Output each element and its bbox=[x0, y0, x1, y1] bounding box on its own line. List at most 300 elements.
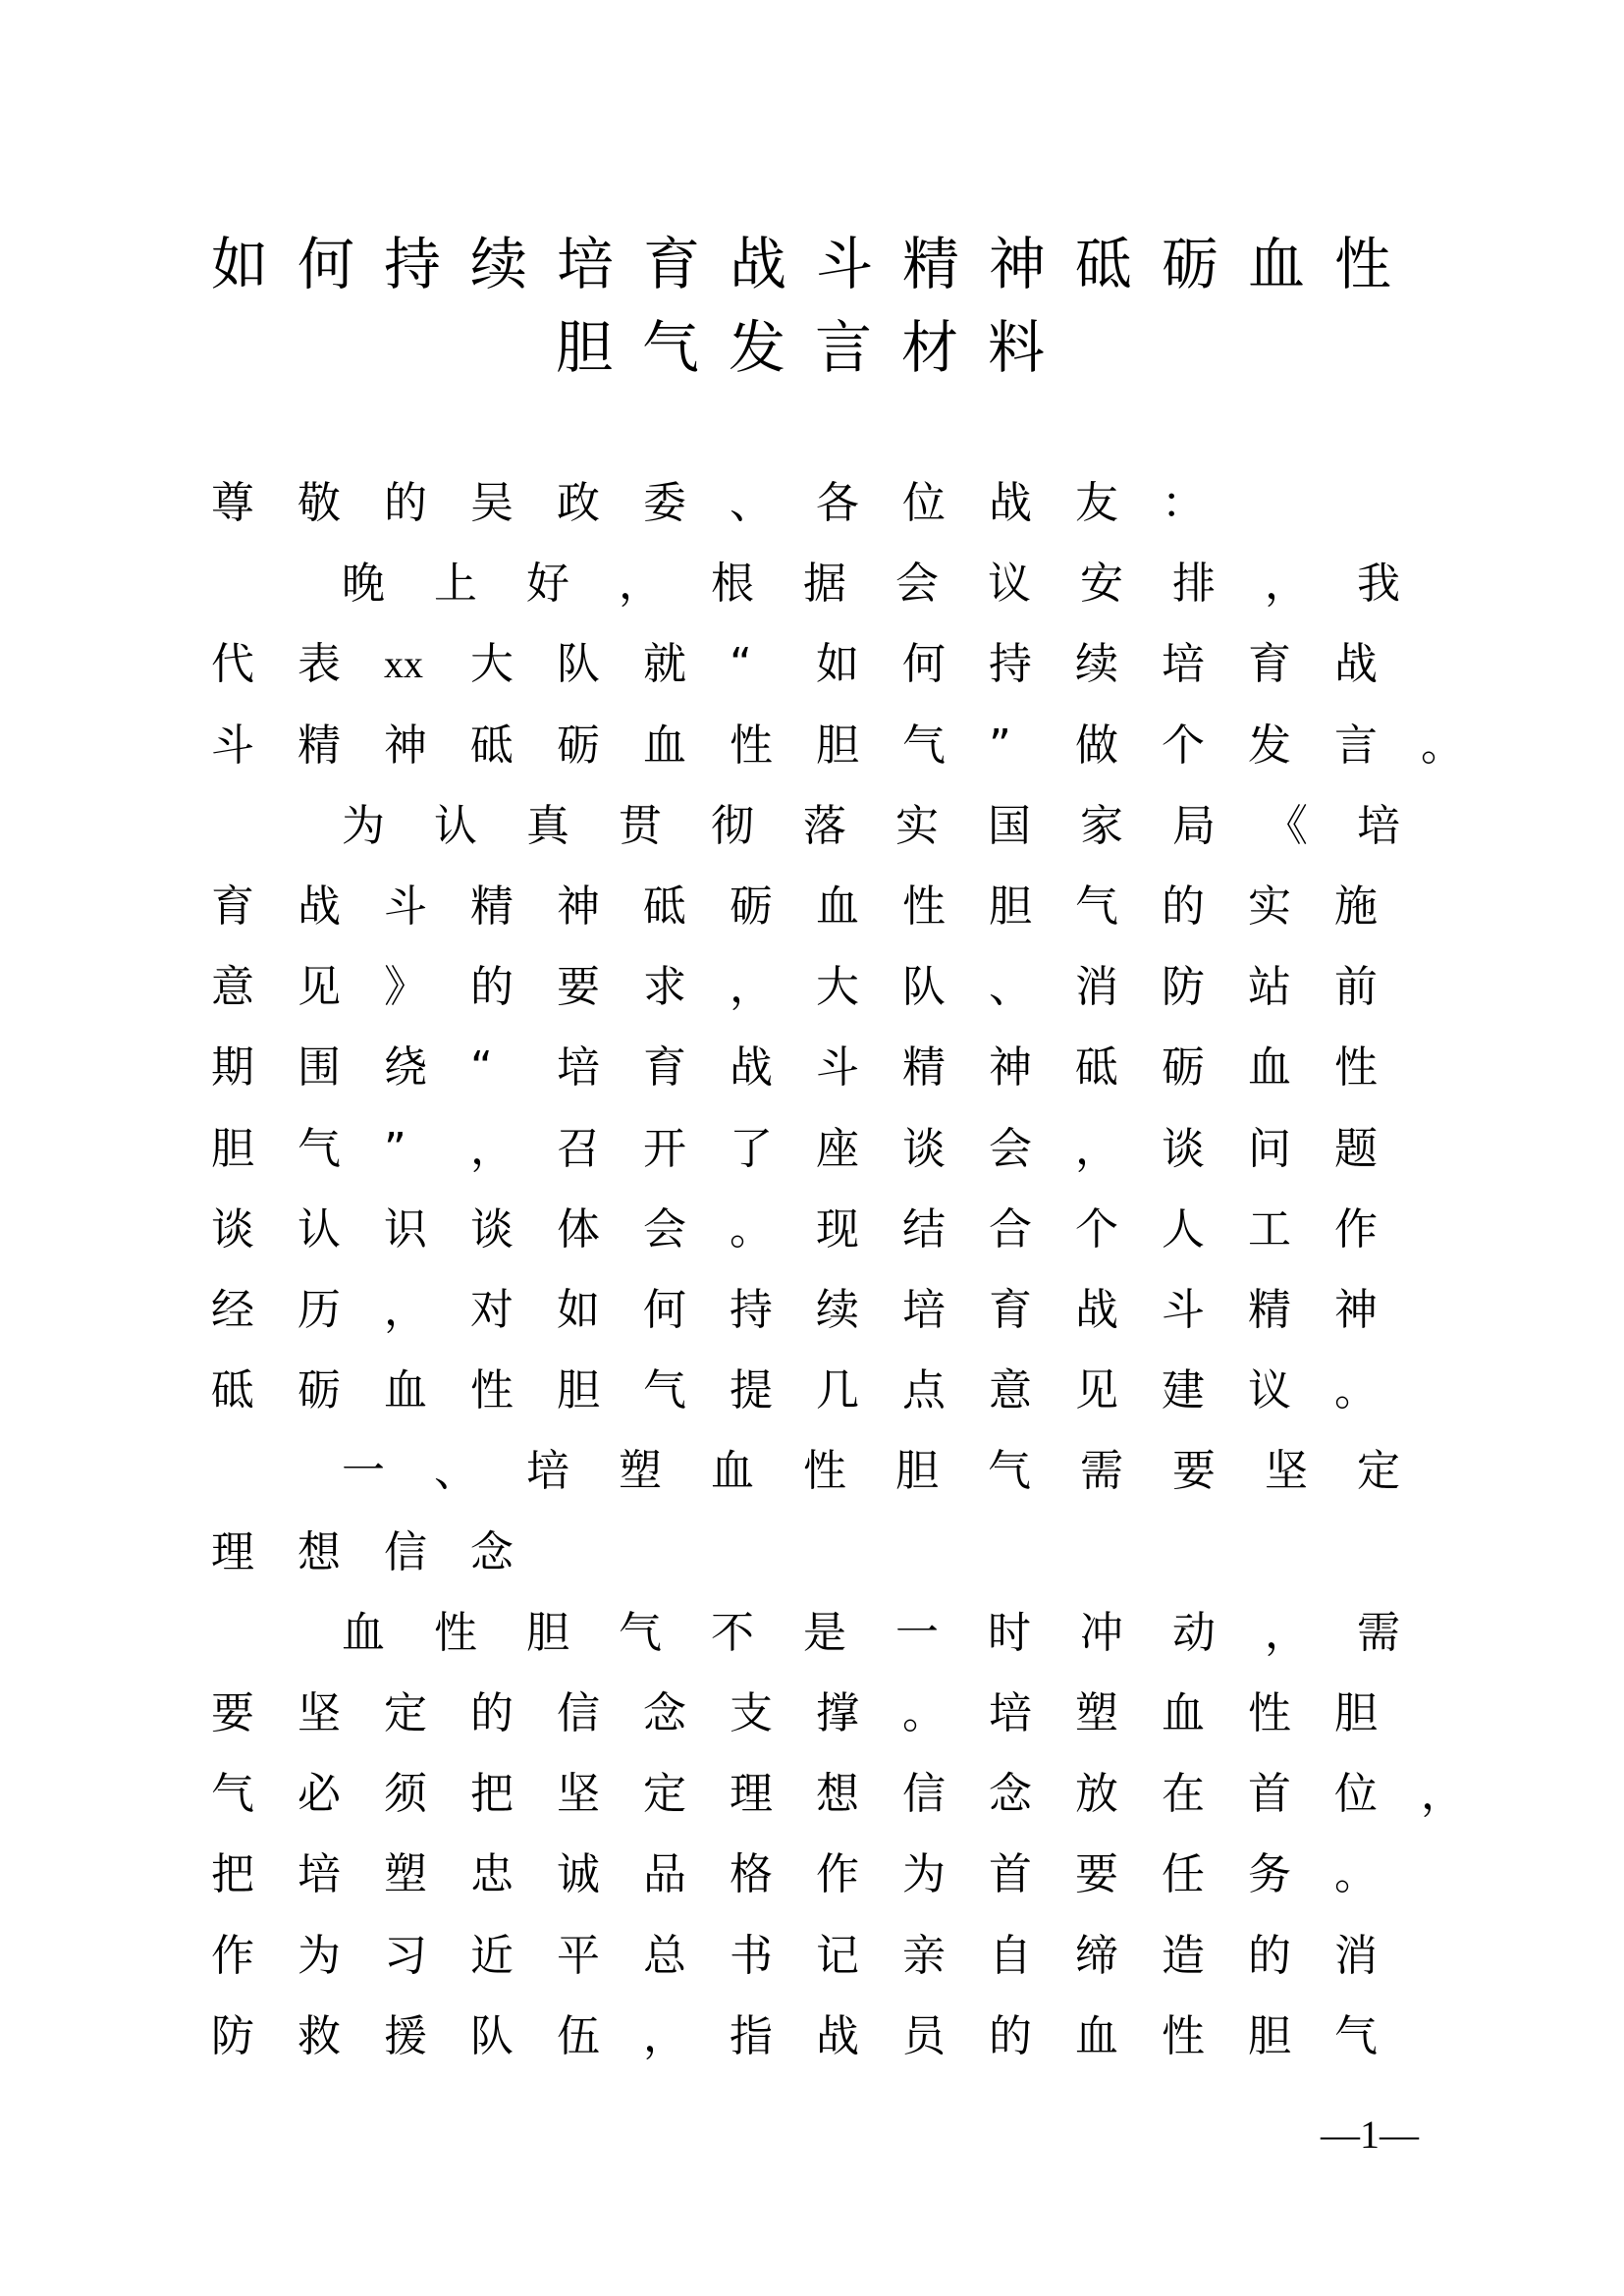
body-char: 位 bbox=[1334, 1769, 1378, 1819]
body-char: 砥 bbox=[1075, 1042, 1118, 1093]
body-char: 代 bbox=[211, 639, 254, 689]
body-char: 神 bbox=[384, 721, 427, 771]
body-line bbox=[211, 478, 1248, 529]
body-char: 位 bbox=[902, 478, 946, 528]
body-char: 战 bbox=[816, 2011, 859, 2061]
body-char: 胆 bbox=[989, 881, 1032, 932]
body-char: 谈 bbox=[470, 1204, 514, 1255]
body-char: 点 bbox=[902, 1365, 946, 1415]
body-char: 信 bbox=[902, 1769, 946, 1819]
body-char: 发 bbox=[1248, 721, 1291, 771]
body-char: 。 bbox=[1334, 1849, 1378, 1899]
body-char: 是 bbox=[803, 1608, 846, 1658]
body-char: 砺 bbox=[298, 1365, 341, 1415]
body-char: 为 bbox=[342, 801, 385, 851]
body-line bbox=[211, 1688, 1421, 1739]
body-char: ， bbox=[643, 2011, 686, 2061]
body-char: 格 bbox=[730, 1849, 773, 1899]
body-char: 砥 bbox=[211, 1365, 254, 1415]
body-char: 培 bbox=[298, 1849, 341, 1899]
body-char: 亲 bbox=[902, 1931, 946, 1981]
body-char: 忠 bbox=[470, 1849, 514, 1899]
body-char: 如 bbox=[816, 639, 859, 689]
body-char: 精 bbox=[470, 881, 514, 932]
body-char: 何 bbox=[902, 639, 946, 689]
body-char: 任 bbox=[1162, 1849, 1205, 1899]
body-char: 性 bbox=[470, 1365, 514, 1415]
body-char: 队 bbox=[902, 962, 946, 1012]
body-char: 结 bbox=[902, 1204, 946, 1255]
body-char: 战 bbox=[1075, 1285, 1118, 1335]
body-char: 支 bbox=[730, 1688, 773, 1738]
body-char: 题 bbox=[1334, 1124, 1378, 1174]
body-char: 对 bbox=[470, 1285, 514, 1335]
body-char: 个 bbox=[1075, 1204, 1118, 1255]
body-char: 指 bbox=[730, 2011, 773, 2061]
body-char: 的 bbox=[1162, 881, 1205, 932]
body-char: 性 bbox=[730, 721, 773, 771]
body-char: 近 bbox=[470, 1931, 514, 1981]
body-char: 气 bbox=[643, 1365, 686, 1415]
body-char: 信 bbox=[384, 1527, 427, 1577]
body-char: 的 bbox=[470, 962, 514, 1012]
body-char: 据 bbox=[803, 559, 846, 609]
body-char: 坚 bbox=[298, 1688, 341, 1738]
body-char: 经 bbox=[211, 1285, 254, 1335]
body-char: 性 bbox=[1248, 1688, 1291, 1738]
body-line bbox=[211, 1769, 1507, 1820]
body-char: 如 bbox=[557, 1285, 600, 1335]
body-char: 议 bbox=[988, 559, 1031, 609]
body-char: 、 bbox=[730, 478, 773, 528]
body-line bbox=[342, 1446, 1449, 1497]
body-char: 时 bbox=[988, 1608, 1031, 1658]
body-line bbox=[342, 801, 1449, 852]
body-char: 彻 bbox=[711, 801, 754, 851]
body-char: 围 bbox=[298, 1042, 341, 1093]
body-char: 砺 bbox=[730, 881, 773, 932]
body-char: 为 bbox=[298, 1931, 341, 1981]
body-char: 砺 bbox=[1162, 1042, 1205, 1093]
title-char: 气 bbox=[642, 314, 700, 381]
body-char: 消 bbox=[1334, 1931, 1378, 1981]
body-char: ， bbox=[1075, 1124, 1118, 1174]
body-char: 期 bbox=[211, 1042, 254, 1093]
body-char: 人 bbox=[1162, 1204, 1205, 1255]
body-char: 气 bbox=[211, 1769, 254, 1819]
body-char: 胆 bbox=[1248, 2011, 1291, 2061]
body-char: 想 bbox=[298, 1527, 341, 1577]
body-char: 血 bbox=[1162, 1688, 1205, 1738]
body-char: 真 bbox=[526, 801, 569, 851]
body-char: xx bbox=[384, 642, 423, 686]
body-char: 胆 bbox=[895, 1446, 939, 1496]
body-char: ” bbox=[384, 1124, 406, 1174]
body-char: 培 bbox=[557, 1042, 600, 1093]
body-char: 育 bbox=[1248, 639, 1291, 689]
body-char: 胆 bbox=[211, 1124, 254, 1174]
body-char: 意 bbox=[989, 1365, 1032, 1415]
body-line bbox=[342, 1608, 1449, 1659]
body-line bbox=[211, 1849, 1421, 1900]
body-char: ， bbox=[619, 559, 662, 609]
body-char: 记 bbox=[816, 1931, 859, 1981]
body-char: 。 bbox=[730, 1204, 773, 1255]
title-char: 砺 bbox=[1162, 231, 1219, 297]
body-char: 要 bbox=[557, 962, 600, 1012]
body-char: 的 bbox=[989, 2011, 1032, 2061]
body-char: 何 bbox=[643, 1285, 686, 1335]
body-char: 吴 bbox=[470, 478, 514, 528]
body-char: 作 bbox=[1334, 1204, 1378, 1255]
body-char: 品 bbox=[643, 1849, 686, 1899]
body-char: 斗 bbox=[384, 881, 427, 932]
body-char: 性 bbox=[1162, 2011, 1205, 2061]
body-char: 培 bbox=[1357, 801, 1400, 851]
body-char: 会 bbox=[643, 1204, 686, 1255]
body-char: 友 bbox=[1075, 478, 1118, 528]
body-char: 必 bbox=[298, 1769, 341, 1819]
body-line bbox=[211, 1042, 1421, 1094]
title-char: 材 bbox=[901, 314, 959, 381]
body-char: 平 bbox=[557, 1931, 600, 1981]
body-char: 气 bbox=[298, 1124, 341, 1174]
body-char: 晚 bbox=[342, 559, 385, 609]
body-char: 气 bbox=[1075, 881, 1118, 932]
body-line bbox=[211, 1365, 1421, 1416]
body-char: 排 bbox=[1172, 559, 1216, 609]
body-char: 续 bbox=[1075, 639, 1118, 689]
title-char: 神 bbox=[989, 231, 1047, 297]
body-char: 政 bbox=[557, 478, 600, 528]
body-char: 局 bbox=[1172, 801, 1216, 851]
body-char: 精 bbox=[1248, 1285, 1291, 1335]
body-char: 各 bbox=[816, 478, 859, 528]
body-char: 会 bbox=[895, 559, 939, 609]
body-char: 表 bbox=[298, 639, 341, 689]
body-line bbox=[342, 559, 1449, 610]
body-char: 塑 bbox=[619, 1446, 662, 1496]
body-char: 续 bbox=[816, 1285, 859, 1335]
title-line bbox=[556, 316, 1074, 379]
body-char: 血 bbox=[643, 721, 686, 771]
body-char: 性 bbox=[434, 1608, 477, 1658]
body-line bbox=[211, 639, 1421, 690]
body-char: ， bbox=[384, 1285, 427, 1335]
body-char: 一 bbox=[895, 1608, 939, 1658]
body-char: 念 bbox=[470, 1527, 514, 1577]
body-line bbox=[211, 1124, 1421, 1175]
body-char: 家 bbox=[1080, 801, 1123, 851]
body-char: 胆 bbox=[1334, 1688, 1378, 1738]
body-char: 队 bbox=[557, 639, 600, 689]
body-char: 消 bbox=[1075, 962, 1118, 1012]
body-line bbox=[211, 1204, 1421, 1255]
body-char: 实 bbox=[895, 801, 939, 851]
body-char: 提 bbox=[730, 1365, 773, 1415]
body-char: 理 bbox=[211, 1527, 254, 1577]
body-char: 斗 bbox=[816, 1042, 859, 1093]
body-char: 气 bbox=[902, 721, 946, 771]
title-char: 发 bbox=[729, 314, 786, 381]
body-char: 国 bbox=[988, 801, 1031, 851]
body-char: 塑 bbox=[1075, 1688, 1118, 1738]
body-char: 前 bbox=[1334, 962, 1378, 1012]
body-char: 持 bbox=[730, 1285, 773, 1335]
body-char: 作 bbox=[211, 1931, 254, 1981]
body-char: 开 bbox=[643, 1124, 686, 1174]
body-char: 见 bbox=[298, 962, 341, 1012]
body-char: 伍 bbox=[557, 2011, 600, 2061]
body-char: 气 bbox=[1334, 2011, 1378, 2061]
body-char: 作 bbox=[816, 1849, 859, 1899]
body-char: 战 bbox=[1334, 639, 1378, 689]
title-char: 如 bbox=[211, 231, 269, 297]
body-char: 问 bbox=[1248, 1124, 1291, 1174]
body-char: 会 bbox=[989, 1124, 1032, 1174]
body-char: 斗 bbox=[1162, 1285, 1205, 1335]
body-char: 召 bbox=[557, 1124, 600, 1174]
body-char: 气 bbox=[619, 1608, 662, 1658]
body-char: 务 bbox=[1248, 1849, 1291, 1899]
body-char: 根 bbox=[711, 559, 754, 609]
body-char: 血 bbox=[384, 1365, 427, 1415]
title-char: 斗 bbox=[816, 231, 874, 297]
body-char: 胆 bbox=[557, 1365, 600, 1415]
title-char: 精 bbox=[902, 231, 960, 297]
body-line bbox=[211, 721, 1507, 772]
body-char: 防 bbox=[211, 2011, 254, 2061]
body-char: 为 bbox=[902, 1849, 946, 1899]
body-char: 贯 bbox=[619, 801, 662, 851]
body-char: 委 bbox=[643, 478, 686, 528]
body-char: 的 bbox=[470, 1688, 514, 1738]
body-line bbox=[211, 1931, 1421, 1982]
title-char: 何 bbox=[298, 231, 355, 297]
body-char: 斗 bbox=[211, 721, 254, 771]
body-char: 上 bbox=[434, 559, 477, 609]
body-char: 不 bbox=[711, 1608, 754, 1658]
body-char: 个 bbox=[1162, 721, 1205, 771]
body-char: 砺 bbox=[557, 721, 600, 771]
body-char: 塑 bbox=[384, 1849, 427, 1899]
body-char: 放 bbox=[1075, 1769, 1118, 1819]
body-char: 绕 bbox=[384, 1042, 427, 1093]
body-char: 的 bbox=[384, 478, 427, 528]
body-char: 总 bbox=[643, 1931, 686, 1981]
body-char: ， bbox=[470, 1124, 514, 1174]
title-char: 血 bbox=[1248, 231, 1306, 297]
body-char: 育 bbox=[643, 1042, 686, 1093]
body-char: 大 bbox=[470, 639, 514, 689]
body-char: 书 bbox=[730, 1931, 773, 1981]
body-char: 好 bbox=[526, 559, 569, 609]
body-char: 实 bbox=[1248, 881, 1291, 932]
body-char: 战 bbox=[730, 1042, 773, 1093]
body-char: 神 bbox=[557, 881, 600, 932]
body-char: 救 bbox=[298, 2011, 341, 2061]
body-char: 。 bbox=[1334, 1365, 1378, 1415]
title-char: 性 bbox=[1334, 231, 1392, 297]
body-char: 。 bbox=[902, 1688, 946, 1738]
body-char: 了 bbox=[730, 1124, 773, 1174]
body-char: 工 bbox=[1248, 1204, 1291, 1255]
body-char: 。 bbox=[1421, 721, 1464, 771]
body-char: 、 bbox=[434, 1446, 477, 1496]
body-char: 培 bbox=[989, 1688, 1032, 1738]
body-char: 敬 bbox=[298, 478, 341, 528]
body-char: 培 bbox=[1162, 639, 1205, 689]
body-char: 队 bbox=[470, 2011, 514, 2061]
body-char: 意 bbox=[211, 962, 254, 1012]
title-char: 砥 bbox=[1075, 231, 1133, 297]
body-char: 援 bbox=[384, 2011, 427, 2061]
body-char: 砥 bbox=[470, 721, 514, 771]
body-char: 议 bbox=[1248, 1365, 1291, 1415]
body-char: 性 bbox=[902, 881, 946, 932]
body-char: 座 bbox=[816, 1124, 859, 1174]
body-char: 动 bbox=[1172, 1608, 1216, 1658]
title-char: 育 bbox=[643, 231, 701, 297]
body-char: 冲 bbox=[1080, 1608, 1123, 1658]
body-char: 缔 bbox=[1075, 1931, 1118, 1981]
body-char: 在 bbox=[1162, 1769, 1205, 1819]
title-char: 续 bbox=[470, 231, 528, 297]
body-line bbox=[211, 962, 1421, 1013]
body-char: 》 bbox=[384, 962, 427, 1012]
body-char: 言 bbox=[1334, 721, 1378, 771]
body-char: 精 bbox=[902, 1042, 946, 1093]
body-char: 谈 bbox=[211, 1204, 254, 1255]
body-char: 定 bbox=[1357, 1446, 1400, 1496]
body-char: 诚 bbox=[557, 1849, 600, 1899]
body-char: 合 bbox=[989, 1204, 1032, 1255]
body-char: 须 bbox=[384, 1769, 427, 1819]
body-char: 血 bbox=[1248, 1042, 1291, 1093]
body-char: 气 bbox=[988, 1446, 1031, 1496]
body-char: 持 bbox=[989, 639, 1032, 689]
body-char: ， bbox=[730, 962, 773, 1012]
body-char: 培 bbox=[526, 1446, 569, 1496]
body-char: 谈 bbox=[902, 1124, 946, 1174]
title-char: 胆 bbox=[556, 314, 614, 381]
body-char: 理 bbox=[730, 1769, 773, 1819]
body-char: 精 bbox=[298, 721, 341, 771]
body-char: 需 bbox=[1080, 1446, 1123, 1496]
body-char: 性 bbox=[1334, 1042, 1378, 1093]
body-char: 要 bbox=[1172, 1446, 1216, 1496]
title-line bbox=[211, 233, 1421, 295]
body-char: 习 bbox=[384, 1931, 427, 1981]
body-char: 撑 bbox=[816, 1688, 859, 1738]
body-char: 首 bbox=[989, 1849, 1032, 1899]
title-char: 持 bbox=[384, 231, 442, 297]
body-char: 想 bbox=[816, 1769, 859, 1819]
body-char: 要 bbox=[211, 1688, 254, 1738]
body-char: 大 bbox=[816, 962, 859, 1012]
body-char: 安 bbox=[1080, 559, 1123, 609]
body-char: “ bbox=[470, 1042, 493, 1093]
body-char: 定 bbox=[643, 1769, 686, 1819]
body-char: 砥 bbox=[643, 881, 686, 932]
body-char: 落 bbox=[803, 801, 846, 851]
body-line bbox=[211, 2011, 1421, 2062]
body-char: ” bbox=[989, 721, 1011, 771]
body-char: 信 bbox=[557, 1688, 600, 1738]
body-char: 战 bbox=[298, 881, 341, 932]
body-char: 育 bbox=[989, 1285, 1032, 1335]
body-char: 自 bbox=[989, 1931, 1032, 1981]
body-line bbox=[211, 1527, 557, 1578]
body-char: 血 bbox=[342, 1608, 385, 1658]
body-char: 坚 bbox=[1265, 1446, 1308, 1496]
body-char: 要 bbox=[1075, 1849, 1118, 1899]
body-char: 员 bbox=[902, 2011, 946, 2061]
body-char: 造 bbox=[1162, 1931, 1205, 1981]
body-char: 施 bbox=[1334, 881, 1378, 932]
body-char: 定 bbox=[384, 1688, 427, 1738]
body-line bbox=[211, 881, 1421, 933]
body-char: 尊 bbox=[211, 478, 254, 528]
body-char: 把 bbox=[470, 1769, 514, 1819]
body-char: 、 bbox=[989, 962, 1032, 1012]
body-char: 神 bbox=[1334, 1285, 1378, 1335]
body-char: 识 bbox=[384, 1204, 427, 1255]
body-char: 胆 bbox=[816, 721, 859, 771]
body-char: 性 bbox=[803, 1446, 846, 1496]
body-char: 认 bbox=[434, 801, 477, 851]
body-char: 血 bbox=[711, 1446, 754, 1496]
body-char: 《 bbox=[1265, 801, 1308, 851]
body-char: 认 bbox=[298, 1204, 341, 1255]
body-char: 的 bbox=[1248, 1931, 1291, 1981]
body-char: 育 bbox=[211, 881, 254, 932]
body-char: ， bbox=[1265, 559, 1308, 609]
body-char: 就 bbox=[643, 639, 686, 689]
body-char: 需 bbox=[1357, 1608, 1400, 1658]
title-char: 料 bbox=[988, 314, 1046, 381]
page-number: —1— bbox=[1321, 2112, 1419, 2157]
body-char: 血 bbox=[1075, 2011, 1118, 2061]
body-char: 一 bbox=[342, 1446, 385, 1496]
body-char: 体 bbox=[557, 1204, 600, 1255]
body-char: 谈 bbox=[1162, 1124, 1205, 1174]
body-char: 念 bbox=[643, 1688, 686, 1738]
body-char: 坚 bbox=[557, 1769, 600, 1819]
body-char: 念 bbox=[989, 1769, 1032, 1819]
body-char: 历 bbox=[298, 1285, 341, 1335]
title-char: 培 bbox=[557, 231, 615, 297]
body-char: ， bbox=[1421, 1769, 1464, 1819]
title-char: 言 bbox=[815, 314, 873, 381]
body-char: 站 bbox=[1248, 962, 1291, 1012]
body-char: 把 bbox=[211, 1849, 254, 1899]
body-char: 见 bbox=[1075, 1365, 1118, 1415]
body-char: 做 bbox=[1075, 721, 1118, 771]
body-char: 我 bbox=[1357, 559, 1400, 609]
body-char: 防 bbox=[1162, 962, 1205, 1012]
body-char: 胆 bbox=[526, 1608, 569, 1658]
body-char: 神 bbox=[989, 1042, 1032, 1093]
body-char: ， bbox=[1265, 1608, 1308, 1658]
body-char: 培 bbox=[902, 1285, 946, 1335]
title-char: 战 bbox=[730, 231, 787, 297]
body-char: 求 bbox=[643, 962, 686, 1012]
body-char: 血 bbox=[816, 881, 859, 932]
body-line bbox=[211, 1285, 1421, 1336]
body-char: 几 bbox=[816, 1365, 859, 1415]
body-char: 现 bbox=[816, 1204, 859, 1255]
